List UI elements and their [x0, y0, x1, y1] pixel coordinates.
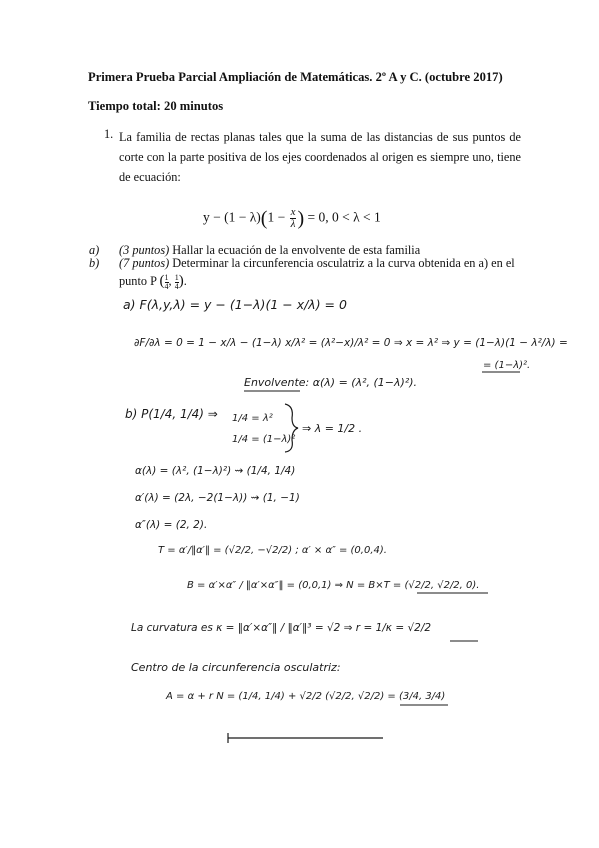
equation-lhs: y − (1 − λ) [203, 209, 261, 225]
part-b-points: (7 puntos) [119, 256, 170, 270]
part-b-point: punto P ( $\frac{1}{4}$ , $\frac{1}{4}$ ). [119, 272, 187, 291]
hw-line-b-result: ⇒ λ = 1/2 . [302, 422, 363, 435]
fraction-denominator: λ [290, 218, 296, 230]
hw-line-b-eq2: 1/4 = (1−λ)² [232, 434, 296, 445]
hw-line-curvature: La curvatura es κ = ‖α′×α″‖ / ‖α′‖³ = √2 ⇒ r = 1/κ = √2/2 [131, 622, 432, 634]
hw-line-alpha: α(λ) = (λ², (1−λ)²) ⇝ (1/4, 1/4) [135, 465, 296, 477]
point-y-den: 4 [174, 281, 179, 291]
exam-title: Primera Prueba Parcial Ampliación de Matemáticas. 2º A y C. (octubre 2017) [88, 70, 503, 84]
exam-time: Tiempo total: 20 minutos [88, 99, 224, 113]
hw-line-derivative: ∂F/∂λ = 0 = 1 − x/λ − (1−λ) x/λ² = (λ²−x)/λ² = 0 ⇒ x = λ² ⇒ y = (1−λ)(1 − λ²/λ) = [134, 337, 568, 349]
part-a-label: a) [89, 243, 100, 257]
question-text: La familia de rectas planas tales que la suma de las distancias de sus puntos de corte con la parte positiva de los ejes coordenados al origen es siempre uno, tiene de ecuación: [119, 130, 521, 184]
part-a-points: (3 puntos) [119, 243, 170, 257]
fraction-numerator: x [290, 206, 296, 218]
hw-line-b: b) P(1/4, 1/4) ⇒ [125, 407, 218, 421]
hw-line-tangent: T = α′/‖α′‖ = (√2/2, −√2/2) ; α′ × α″ = (0,0,4). [158, 545, 387, 556]
part-b-point-label: punto P [119, 274, 157, 288]
part-b-text: Determinar la circunferencia osculatriz a la curva obtenida en a) en el [172, 256, 515, 270]
point-y-num: 1 [174, 272, 179, 282]
hw-line-binormal: B = α′×α″ / ‖α′×α″‖ = (0,0,1) ⇒ N = B×T = (√2/2, √2/2, 0). [187, 580, 480, 591]
part-a-text: Hallar la ecuación de la envolvente de esta familia [172, 243, 421, 257]
equation-rhs: = 0, 0 < λ < 1 [307, 209, 381, 225]
family-equation: y − (1 − λ)(1 − $\frac{x}{\lambda}$ ) = 0, 0 < λ < 1 [203, 206, 381, 230]
point-x-num: 1 [164, 272, 169, 282]
question-number: 1. [104, 127, 114, 141]
hw-line-derivative-cont: = (1−λ)². [483, 360, 531, 371]
hw-line-center: A = α + r N = (1/4, 1/4) + √2/2 (√2/2, √2/2) = (3/4, 3/4) [166, 691, 446, 702]
hw-line-alpha-prime: α′(λ) = (2λ, −2(1−λ)) ⇝ (1, −1) [135, 492, 300, 504]
hw-line-b-eq1: 1/4 = λ² [232, 413, 273, 424]
hw-line-alpha-second: α″(λ) = (2, 2). [135, 519, 208, 531]
hw-line-center-label: Centro de la circunferencia osculatriz: [131, 661, 341, 674]
point-x-den: 4 [164, 281, 169, 291]
hw-line-envelope: Envolvente: α(λ) = (λ², (1−λ)²). [244, 376, 418, 389]
part-b-label: b) [89, 256, 100, 270]
hw-line-a: a) F(λ,y,λ) = y − (1−λ)(1 − x/λ) = 0 [123, 297, 347, 312]
